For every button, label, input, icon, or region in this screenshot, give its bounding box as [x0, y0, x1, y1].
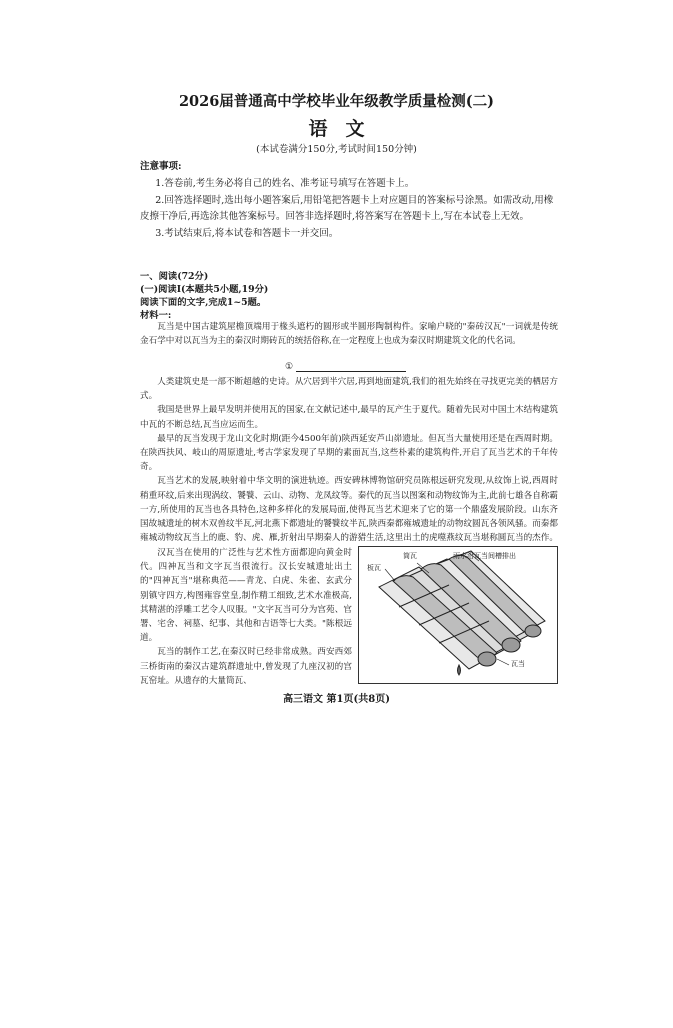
roof-tile-drawing [359, 547, 557, 683]
subject-title: 语文 [308, 118, 383, 140]
fill-blank [285, 362, 406, 372]
paragraph: 汉瓦当在使用的广泛性与艺术性方面都迎向黄金时代。四神瓦当和文字瓦当很流行。汉长安城遗址出土的"四神瓦当"堪称典范——青龙、白虎、朱雀、玄武分别镇守四方,构图雍容堂皇,制作精工细致,艺术水准极高,其精湛的浮雕工艺令人叹服。"文字瓦当可分为宫苑、官署、宅舍、祠墓、纪事、其他和吉语等七大类。"陈根远道。 [140, 548, 352, 644]
exam-title: 2026届普通高中学校毕业年级教学质量检测(二) [178, 93, 495, 110]
page-footer: 高三语文 第1页(共8页) [283, 694, 390, 705]
paragraph: 我国是世界上最早发明并使用瓦的国家,在文献记述中,最早的瓦产生于夏代。随着先民对中国土木结构建筑中瓦的不断总结,瓦当应运而生。 [140, 405, 558, 430]
blank-marker: ① [285, 362, 294, 372]
figure-label: 筒瓦 [403, 552, 417, 560]
figure-label: 板瓦 [367, 564, 381, 572]
material-intro [140, 320, 558, 348]
paragraph: 最早的瓦当发现于龙山文化时期(距今4500年前)陕西延安芦山峁遗址。但瓦当大量使用还是在西周时期。在陕西扶风、岐山的周原遗址,考古学家发现了早期的素面瓦当,这些朴素的建筑构件,开启了瓦当艺术的千年传奇。 [140, 433, 558, 473]
paragraph: 瓦当是中国古建筑屋檐顶端用于椽头遮朽的圆形或半圆形陶制构件。家喻户晓的"秦砖汉瓦"一词就是传统金石学中对以瓦当为主的秦汉时期砖瓦的统括俗称,在一定程度上也成为秦汉时期建筑文化的代名词。 [140, 322, 558, 347]
figure-label: 雨水沿瓦当间槽排出 [453, 552, 516, 560]
material-label: 材料一: [140, 310, 172, 321]
paragraph: 瓦当艺术的发展,映射着中华文明的演进轨迹。西安碑林博物馆研究员陈根远研究发现,从纹饰上说,西周时稍重环纹,后来出现涡纹、饕餮、云山、动物、龙凤纹等。秦代的瓦当以图案和动物纹饰为主,此前七雄各自称霸一方,所使用的瓦当也各具特色,这种多样化的发展局面,使得瓦当艺术迎来了它的第一个鼎盛发展阶段。山东齐国故城遗址的树木双兽纹半瓦,河北燕下都遗址的饕餮纹半瓦,陕西秦都雍城遗址的动物纹圆瓦各领风骚。而秦都雍城动物纹瓦当上的鹿、豹、虎、雁,折射出早期秦人的游猎生活,这里出土的虎噬燕纹瓦当堪称圆瓦当的杰作。 [140, 476, 558, 544]
notice-heading: 注意事项: [140, 161, 182, 172]
notice-item: 2.回答选择题时,选出每小题答案后,用铅笔把答题卡上对应题目的答案标号涂黑。如需改动,用橡皮擦干净后,再选涂其他答案标号。回答非选择题时,将答案写在答题卡上,写在本试卷上无效。 [140, 194, 554, 222]
blank-underline [296, 371, 406, 372]
figure-label: 瓦当 [511, 660, 525, 668]
material-body [140, 375, 558, 545]
paragraph: 瓦当的制作工艺,在秦汉时已经非常成熟。西安西郊三桥街南的秦汉古建筑群遗址中,曾发现了九座汉初的宫瓦窑址。从遗存的大量筒瓦、 [140, 647, 352, 686]
roof-tile-illustration [358, 546, 558, 684]
subsection-heading: (一)阅读Ⅰ(本题共5小题,19分) [140, 284, 269, 295]
notice-item: 3.考试结束后,将本试卷和答题卡一并交回。 [155, 227, 339, 239]
section-heading: 一、阅读(72分) [140, 271, 209, 282]
notice-item: 1.答卷前,考生务必将自己的姓名、准考证号填写在答题卡上。 [155, 178, 415, 189]
notice-list [140, 176, 558, 242]
exam-info: (本试卷满分150分,考试时间150分钟) [256, 144, 417, 155]
material-body-wrapped [140, 546, 352, 688]
reading-instruction: 阅读下面的文字,完成1~5题。 [140, 297, 267, 308]
paragraph: 人类建筑史是一部不断超越的史诗。从穴居到半穴居,再到地面建筑,我们的祖先始终在寻找更完美的栖居方式。 [140, 377, 558, 402]
